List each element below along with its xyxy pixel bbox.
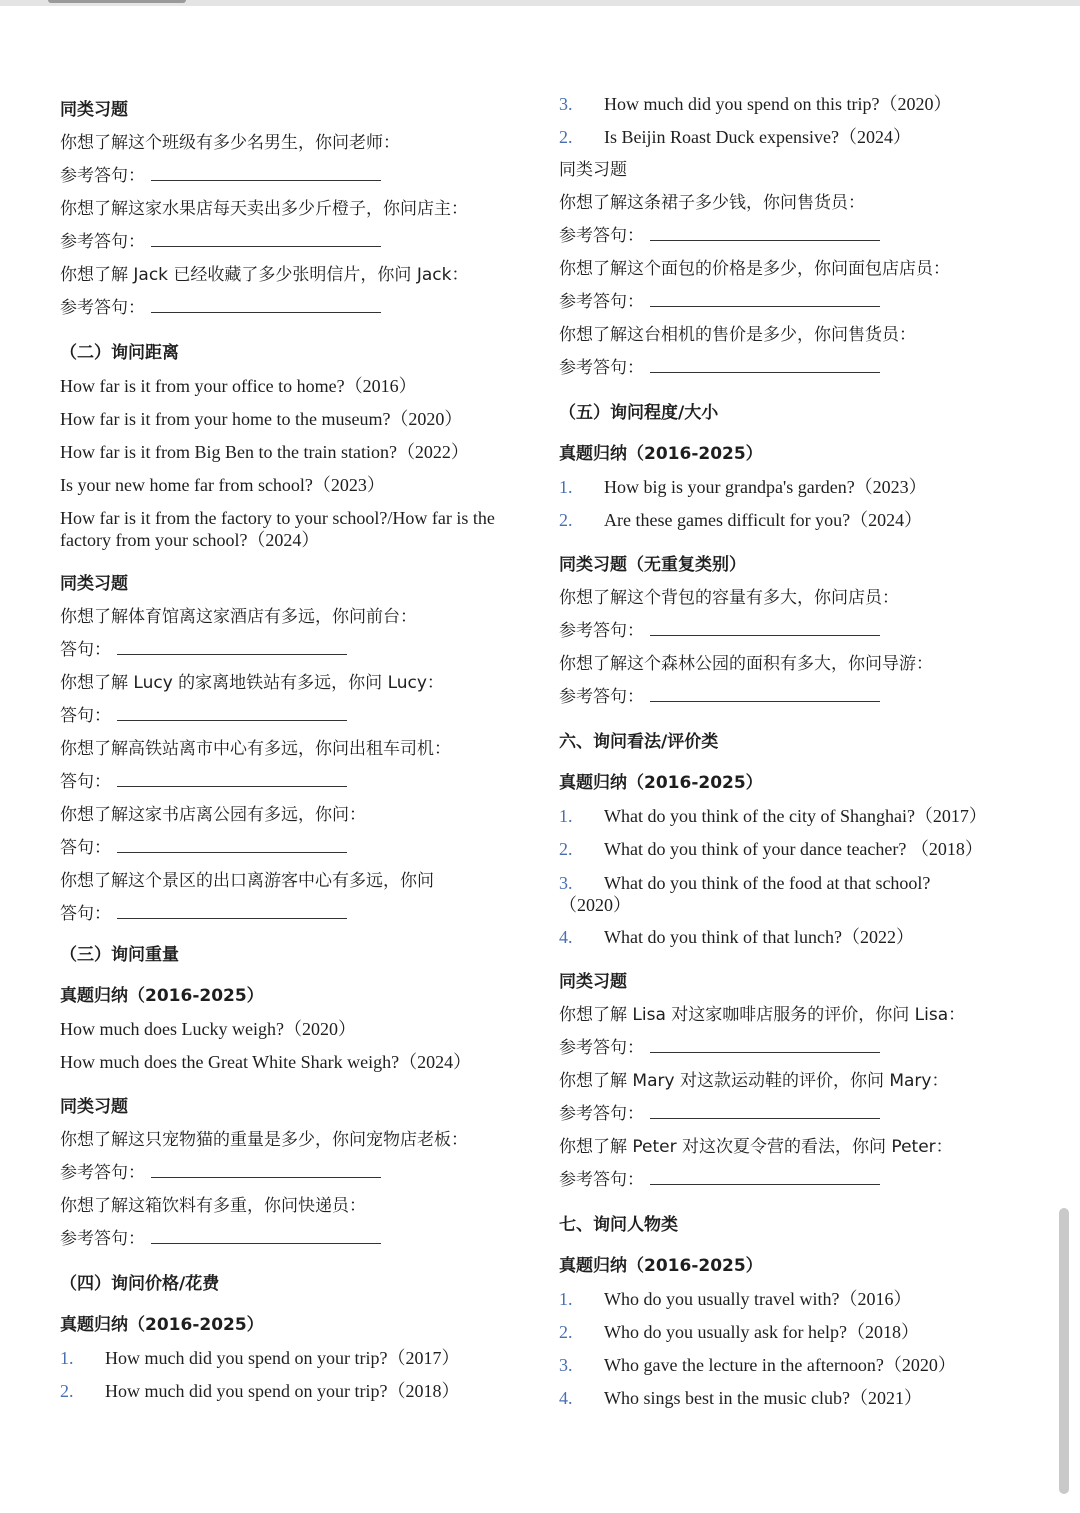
list-number: 2. xyxy=(559,1322,573,1342)
answer-line: 答句： xyxy=(60,700,530,733)
section-title: 同类习题 xyxy=(559,972,627,992)
list-number: 2. xyxy=(559,839,573,859)
list-number: 4. xyxy=(559,1388,573,1408)
vertical-scrollbar[interactable] xyxy=(1059,1208,1069,1494)
question-prompt: 你想了解 Lisa 对这家咖啡店服务的评价，你问 Lisa： xyxy=(559,1005,966,1025)
exam-question: How far is it from your home to the museum?（2020） xyxy=(60,409,463,429)
answer-blank[interactable] xyxy=(650,222,880,241)
question-prompt: 你想了解这家水果店每天卖出多少斤橙子，你问店主： xyxy=(60,199,468,219)
list-item: 2. Are these games difficult for you?（2024） xyxy=(559,504,1029,537)
section-title: 同类习题 xyxy=(559,160,627,180)
answer-blank[interactable] xyxy=(650,1166,880,1185)
list-item: 4. What do you think of that lunch?（2022） xyxy=(559,921,1029,954)
viewer-top-bar xyxy=(0,0,1080,6)
question-prompt: 你想了解这个森林公园的面积有多大，你问导游： xyxy=(559,654,933,674)
answer-blank[interactable] xyxy=(650,617,880,636)
answer-line: 答句： xyxy=(60,832,530,865)
answer-blank[interactable] xyxy=(151,294,381,313)
list-number: 1. xyxy=(559,1289,573,1309)
question-prompt: 你想了解这家书店离公园有多远，你问： xyxy=(60,805,366,825)
question-prompt: 你想了解这台相机的售价是多少，你问售货员： xyxy=(559,325,916,345)
list-item: 2. Who do you usually ask for help?（2018） xyxy=(559,1316,1029,1349)
list-item: 2. How much did you spend on your trip?（2018） xyxy=(60,1375,530,1408)
exam-question: How far is it from your office to home?（2016） xyxy=(60,376,417,396)
answer-line: 参考答句： xyxy=(60,160,530,193)
answer-line: 参考答句： xyxy=(559,681,1029,714)
answer-blank[interactable] xyxy=(650,354,880,373)
question-prompt: 你想了解这个景区的出口离游客中心有多远，你问 xyxy=(60,871,434,891)
question-prompt: 你想了解体育馆离这家酒店有多远，你问前台： xyxy=(60,607,417,627)
answer-line: 参考答句： xyxy=(559,1032,1029,1065)
exam-question: How much does the Great White Shark weigh?（2024） xyxy=(60,1052,472,1072)
section-subtitle: 真题归纳（2016-2025） xyxy=(559,444,763,464)
list-item: 3. What do you think of the food at that school? xyxy=(559,873,931,893)
list-number: 3. xyxy=(559,1355,573,1375)
answer-line: 参考答句： xyxy=(559,615,1029,648)
answer-line: 答句： xyxy=(60,634,530,667)
answer-blank[interactable] xyxy=(650,1100,880,1119)
section-title: （五）询问程度/大小 xyxy=(559,403,719,423)
question-prompt: 你想了解这只宠物猫的重量是多少，你问宠物店老板： xyxy=(60,1130,468,1150)
list-number: 2. xyxy=(559,510,573,530)
answer-blank[interactable] xyxy=(151,1225,381,1244)
list-number: 2. xyxy=(60,1381,74,1401)
answer-line: 参考答句： xyxy=(559,286,1029,319)
answer-line: 参考答句： xyxy=(559,220,1029,253)
list-item: 4. Who sings best in the music club?（2021） xyxy=(559,1382,1029,1415)
section-subtitle: 真题归纳（2016-2025） xyxy=(60,986,264,1006)
answer-line: 答句： xyxy=(60,766,530,799)
exam-question: How far is it from Big Ben to the train station?（2022） xyxy=(60,442,469,462)
answer-blank[interactable] xyxy=(151,162,381,181)
answer-blank[interactable] xyxy=(117,636,347,655)
answer-line: 参考答句： xyxy=(60,226,530,259)
question-prompt: 你想了解 Jack 已经收藏了多少张明信片，你问 Jack： xyxy=(60,265,469,285)
list-number: 3. xyxy=(559,873,573,893)
section-title: （三）询问重量 xyxy=(60,945,179,965)
section-title: （四）询问价格/花费 xyxy=(60,1274,220,1294)
list-item: 3. How much did you spend on this trip?（2020） xyxy=(559,88,1029,121)
list-item: 1. How much did you spend on your trip?（2017） xyxy=(60,1342,530,1375)
list-number: 2. xyxy=(559,127,573,147)
answer-line: 参考答句： xyxy=(60,1223,530,1256)
section-title: 同类习题 xyxy=(60,100,128,120)
list-item: 1. What do you think of the city of Shanghai?（2017） xyxy=(559,800,1029,833)
list-item: 2. What do you think of your dance teacher? （2018） xyxy=(559,833,1029,866)
question-prompt: 你想了解这个班级有多少名男生，你问老师： xyxy=(60,133,400,153)
exam-question: How far is it from the factory to your school?/How far is the factory from your school?（2024） xyxy=(60,508,495,550)
section-subtitle: 真题归纳（2016-2025） xyxy=(60,1315,264,1335)
answer-blank[interactable] xyxy=(117,768,347,787)
answer-blank[interactable] xyxy=(117,900,347,919)
question-prompt: 你想了解这箱饮料有多重，你问快递员： xyxy=(60,1196,366,1216)
section-subtitle: 真题归纳（2016-2025） xyxy=(559,773,763,793)
list-number: 1. xyxy=(60,1348,74,1368)
question-prompt: 你想了解这个面包的价格是多少，你问面包店店员： xyxy=(559,259,950,279)
exam-question: Is your new home far from school?（2023） xyxy=(60,475,385,495)
answer-blank[interactable] xyxy=(117,702,347,721)
section-title: 七、询问人物类 xyxy=(559,1215,678,1235)
section-title: 同类习题 xyxy=(60,574,128,594)
list-item: 1. Who do you usually travel with?（2016） xyxy=(559,1283,1029,1316)
section-title: 同类习题（无重复类别） xyxy=(559,555,746,575)
list-item: 1. How big is your grandpa's garden?（2023） xyxy=(559,471,1029,504)
question-prompt: 你想了解这条裙子多少钱，你问售货员： xyxy=(559,193,865,213)
left-column xyxy=(60,94,530,1408)
question-prompt: 你想了解 Lucy 的家离地铁站有多远，你问 Lucy： xyxy=(60,673,444,693)
list-number: 1. xyxy=(559,806,573,826)
section-title: （二）询问距离 xyxy=(60,343,179,363)
list-item-continuation: （2020） xyxy=(559,895,631,915)
section-subtitle: 真题归纳（2016-2025） xyxy=(559,1256,763,1276)
question-prompt: 你想了解 Mary 对这款运动鞋的评价，你问 Mary： xyxy=(559,1071,949,1091)
answer-line: 参考答句： xyxy=(559,352,1029,385)
question-prompt: 你想了解 Peter 对这次夏令营的看法，你问 Peter： xyxy=(559,1137,953,1157)
list-number: 1. xyxy=(559,477,573,497)
answer-blank[interactable] xyxy=(151,1159,381,1178)
answer-blank[interactable] xyxy=(650,1034,880,1053)
question-prompt: 你想了解这个背包的容量有多大，你问店员： xyxy=(559,588,899,608)
answer-blank[interactable] xyxy=(650,288,880,307)
answer-blank[interactable] xyxy=(117,834,347,853)
answer-line: 参考答句： xyxy=(60,1157,530,1190)
answer-line: 参考答句： xyxy=(559,1164,1029,1197)
list-number: 3. xyxy=(559,94,573,114)
exam-question: How much does Lucky weigh?（2020） xyxy=(60,1019,356,1039)
answer-blank[interactable] xyxy=(151,228,381,247)
list-item: 3. Who gave the lecture in the afternoon?（2020） xyxy=(559,1349,1029,1382)
question-prompt: 你想了解高铁站离市中心有多远，你问出租车司机： xyxy=(60,739,451,759)
answer-blank[interactable] xyxy=(650,683,880,702)
viewer-tab-indicator[interactable] xyxy=(48,0,186,3)
list-number: 4. xyxy=(559,927,573,947)
list-item: 2. Is Beijin Roast Duck expensive?（2024） xyxy=(559,121,1029,154)
section-title: 同类习题 xyxy=(60,1097,128,1117)
answer-line: 参考答句： xyxy=(559,1098,1029,1131)
answer-line: 答句： xyxy=(60,898,530,931)
section-title: 六、询问看法/评价类 xyxy=(559,732,719,752)
right-column xyxy=(559,88,1029,1415)
answer-line: 参考答句： xyxy=(60,292,530,325)
